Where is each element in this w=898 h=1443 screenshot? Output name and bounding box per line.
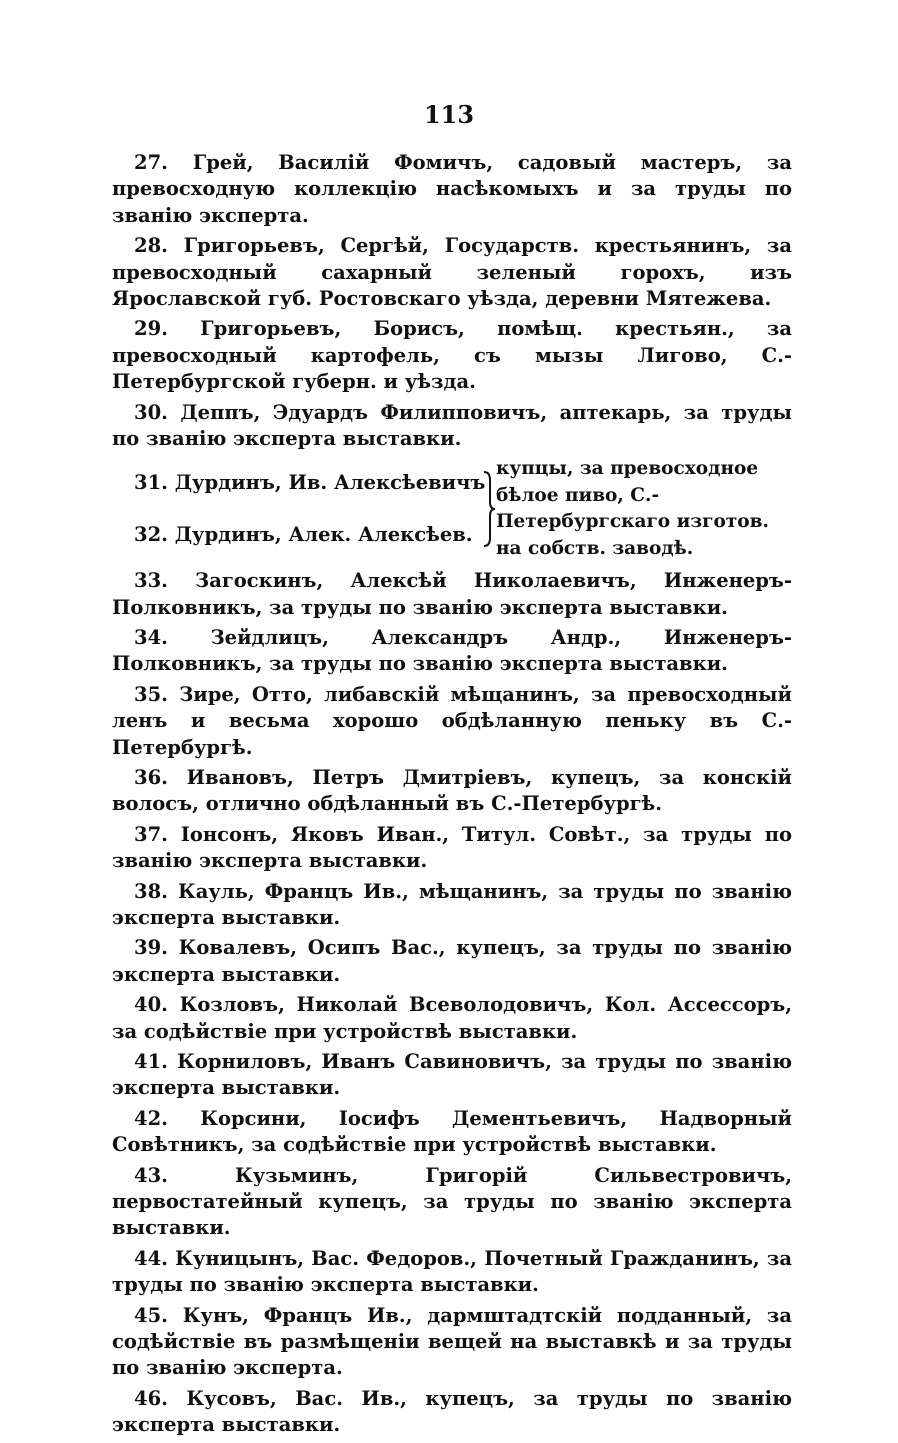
list-entry-35: 35. Зире, Отто, либавскій мѣщанинъ, за превосходный ленъ и весьма хорошо обдѣланную пеньку въ С.-Петербургѣ. bbox=[112, 682, 792, 759]
list-entry-36: 36. Ивановъ, Петръ Дмитріевъ, купецъ, за конскій волосъ, отлично обдѣланный въ С.-Петербургѣ. bbox=[112, 765, 792, 816]
list-entry-27: 27. Грей, Василій Фомичъ, садовый мастеръ, за превосходную коллекцію насѣкомыхъ и за труды по званію эксперта. bbox=[112, 151, 792, 227]
list-entry-33: 33. Загоскинъ, Алексѣй Николаевичъ, Инженеръ-Полковникъ, за труды по званію эксперта выставки. bbox=[112, 569, 792, 619]
list-entry-39: 39. Ковалевъ, Осипъ Вас., купецъ, за труды по званію эксперта выставки. bbox=[112, 936, 792, 986]
list-entry-38: 38. Кауль, Францъ Ив., мѣщанинъ, за труды по званію эксперта выставки. bbox=[112, 879, 792, 929]
list-entry-42: 42. Корсини, Іосифъ Дементьевичъ, Надворный Совѣтникъ, за содѣйствіе при устройствѣ выставки. bbox=[112, 1106, 792, 1157]
list-entry-group-31-32 bbox=[112, 456, 792, 562]
list-entry-40: 40. Козловъ, Николай Всеволодовичъ, Кол. Ассессоръ, за содѣйствіе при устройствѣ выставки. bbox=[112, 993, 792, 1043]
list-entry-31: 31. Дурдинъ, Ив. Алексѣевичъ bbox=[134, 470, 486, 494]
list-entry-41: 41. Корниловъ, Иванъ Савиновичъ, за труды по званію эксперта выставки. bbox=[112, 1050, 792, 1100]
list-entry-44: 44. Куницынъ, Вас. Федоров., Почетный Гражданинъ, за труды по званію эксперта выставки. bbox=[112, 1246, 792, 1297]
group-note: купцы, за превосходное бѣлое пиво, С.-Петербургскаго изготов. на собств. заводѣ. bbox=[496, 458, 769, 559]
group-names bbox=[112, 470, 486, 549]
list-entry-29: 29. Григорьевъ, Борисъ, помѣщ. крестьян., за превосходный картофель, съ мызы Лигово, С.-Петербургской губерн. и уѣзда. bbox=[112, 317, 792, 394]
list-entry-30: 30. Деппъ, Эдуардъ Филипповичъ, аптекарь, за труды по званію эксперта выставки. bbox=[112, 400, 792, 451]
list-entry-32: 32. Дурдинъ, Алек. Алексѣев. bbox=[134, 523, 473, 547]
list-entry-28: 28. Григорьевъ, Сергѣй, Государств. крестьянинъ, за превосходный сахарный зеленый горохъ, изъ Ярославской губ. Ростовскаго уѣзда, деревни Мятежева. bbox=[112, 234, 792, 311]
list-entry-46: 46. Кусовъ, Вас. Ив., купецъ, за труды по званію эксперта выставки. bbox=[112, 1386, 792, 1437]
award-list bbox=[112, 150, 792, 1443]
page-number: 113 bbox=[423, 100, 475, 129]
list-entry-45: 45. Кунъ, Францъ Ив., дармштадтскій подданный, за содѣйствіе въ размѣщеніи вещей на выставкѣ и за труды по званію эксперта. bbox=[112, 1303, 792, 1380]
curly-brace bbox=[482, 470, 496, 548]
group-spacer bbox=[112, 496, 482, 522]
right-brace-icon bbox=[482, 470, 496, 548]
list-entry-43: 43. Кузьминъ, Григорій Сильвестровичъ, первостатейный купецъ, за труды по званію эксперта выставки. bbox=[112, 1163, 792, 1240]
list-entry-34: 34. Зейдлицъ, Александръ Андр., Инженеръ-Полковникъ, за труды по званію эксперта выставки. bbox=[112, 625, 792, 676]
list-entry-37: 37. Іонсонъ, Яковъ Иван., Титул. Совѣт., за труды по званію эксперта выставки. bbox=[112, 822, 792, 873]
